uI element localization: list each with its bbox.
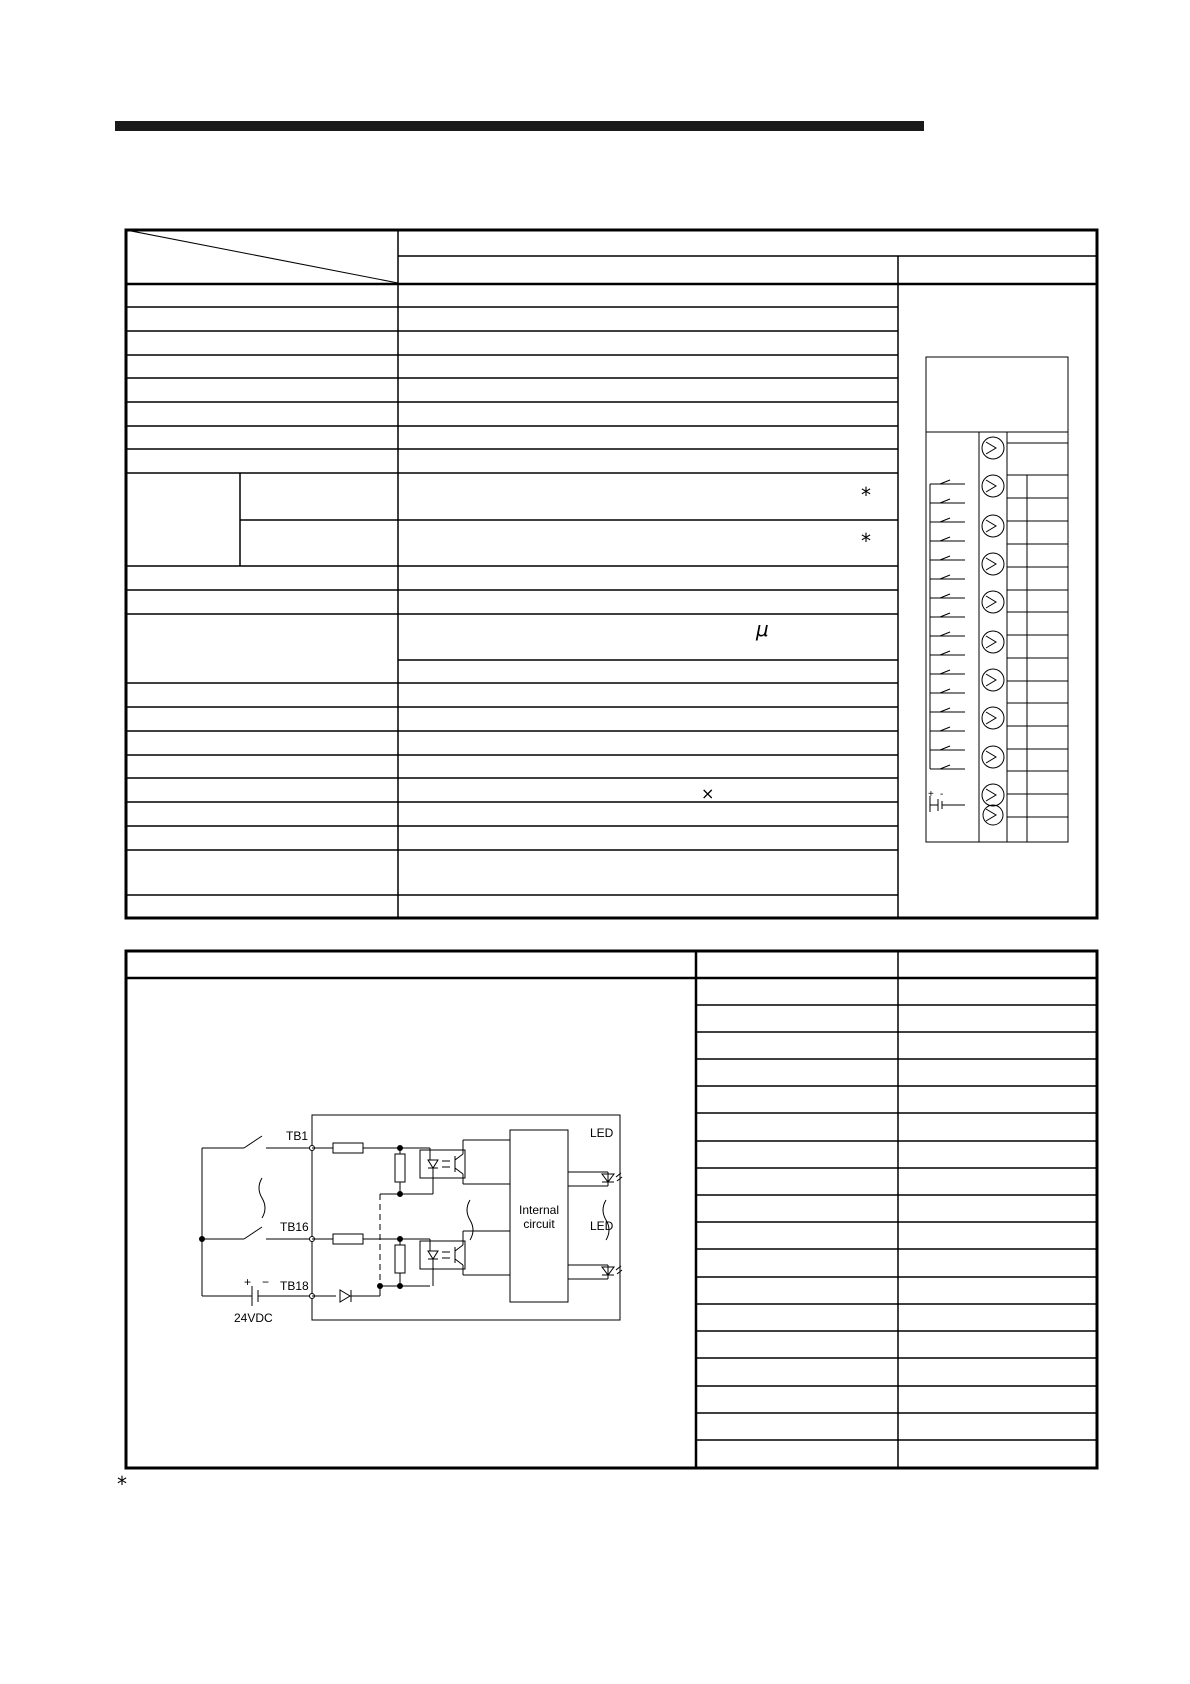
- terminal-minus-label: -: [940, 789, 944, 800]
- internal-circuit-label-line1: Internal: [518, 1203, 560, 1217]
- internal-circuit-label-line2: circuit: [523, 1217, 555, 1231]
- spec-row-lines: [126, 307, 898, 895]
- terminal-block-illustration: [926, 357, 1068, 842]
- asterisk-mark-1: *: [861, 483, 871, 507]
- lower-table-frame: [126, 951, 1097, 1468]
- asterisk-mark-2: *: [861, 529, 871, 553]
- tb18-label: TB18: [280, 1279, 309, 1293]
- supply-minus-label: −: [262, 1275, 270, 1289]
- signal-table-row-lines: [696, 1005, 1097, 1440]
- tb16-label: TB16: [280, 1220, 309, 1234]
- led-label-2: LED: [590, 1219, 614, 1233]
- supply-plus-label: +: [244, 1275, 252, 1289]
- tb1-label: TB1: [286, 1129, 309, 1143]
- times-symbol: ×: [701, 784, 715, 803]
- led-label-1: LED: [590, 1126, 614, 1140]
- supply-voltage-label: 24VDC: [234, 1311, 273, 1325]
- footnote-mark: *: [117, 1472, 127, 1496]
- micro-symbol: μ: [756, 617, 769, 641]
- spec-table-frame: [126, 230, 1097, 918]
- terminal-plus-label: +: [928, 789, 934, 800]
